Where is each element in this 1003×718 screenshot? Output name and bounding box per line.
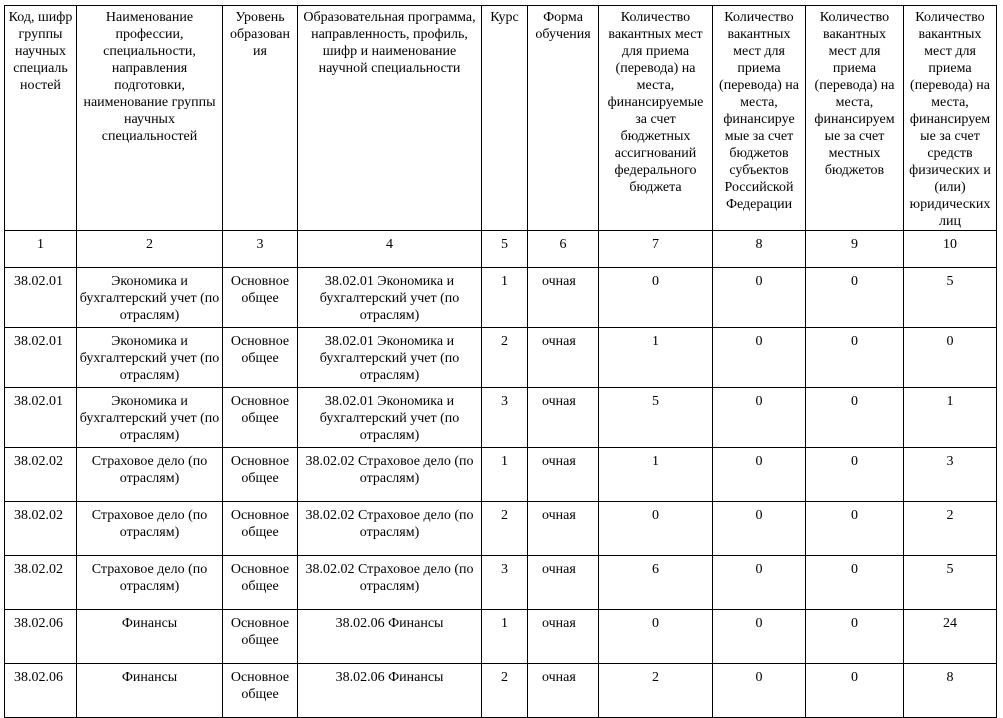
paid-cell: 1 — [904, 388, 997, 448]
program-cell: 38.02.06 Финансы — [298, 664, 482, 718]
study-form-cell: очная — [528, 610, 599, 664]
header-cell: Количество вакантных мест для приема (перевода) на места, финансируемые за счет бюджетных ассигнований федерального бюджета — [599, 6, 713, 231]
column-number: 4 — [298, 231, 482, 268]
column-number: 7 — [599, 231, 713, 268]
cropped-title-area — [0, 0, 1003, 5]
federal-budget-cell: 6 — [599, 556, 713, 610]
profession-cell: Экономика и бухгалтерский учет (по отраслям) — [77, 388, 223, 448]
federal-budget-cell: 0 — [599, 268, 713, 328]
table-row — [5, 610, 997, 664]
local-budget-cell: 0 — [806, 502, 904, 556]
study-form-cell: очная — [528, 328, 599, 388]
course-cell: 3 — [482, 556, 528, 610]
course-cell: 2 — [482, 502, 528, 556]
header-cell: Образовательная программа, направленность, профиль, шифр и наименование научной специальности — [298, 6, 482, 231]
regional-budget-cell: 0 — [713, 448, 806, 502]
regional-budget-cell: 0 — [713, 556, 806, 610]
code-cell: 38.02.02 — [5, 502, 77, 556]
study-form-cell: очная — [528, 268, 599, 328]
code-cell: 38.02.01 — [5, 268, 77, 328]
education-level-cell: Основное общее — [223, 448, 298, 502]
course-cell: 2 — [482, 664, 528, 718]
profession-cell: Финансы — [77, 610, 223, 664]
regional-budget-cell: 0 — [713, 268, 806, 328]
profession-cell: Страховое дело (по отраслям) — [77, 448, 223, 502]
program-cell: 38.02.01 Экономика и бухгалтерский учет (по отраслям) — [298, 388, 482, 448]
study-form-cell: очная — [528, 664, 599, 718]
table-row — [5, 268, 997, 328]
table-row — [5, 556, 997, 610]
program-cell: 38.02.01 Экономика и бухгалтерский учет (по отраслям) — [298, 268, 482, 328]
local-budget-cell: 0 — [806, 448, 904, 502]
vacancies-table — [4, 5, 997, 718]
column-number: 8 — [713, 231, 806, 268]
education-level-cell: Основное общее — [223, 664, 298, 718]
profession-cell: Страховое дело (по отраслям) — [77, 556, 223, 610]
table-row — [5, 328, 997, 388]
code-cell: 38.02.02 — [5, 556, 77, 610]
regional-budget-cell: 0 — [713, 610, 806, 664]
regional-budget-cell: 0 — [713, 502, 806, 556]
table-row — [5, 388, 997, 448]
course-cell: 2 — [482, 328, 528, 388]
education-level-cell: Основное общее — [223, 556, 298, 610]
header-cell: Уровень образован ия — [223, 6, 298, 231]
column-number: 3 — [223, 231, 298, 268]
paid-cell: 8 — [904, 664, 997, 718]
header-cell: Количество вакантных мест для приема (перевода) на места, финансируем ые за счет местных бюджетов — [806, 6, 904, 231]
header-cell: Количество вакантных мест для приема (перевода) на места, финансируе мые за счет бюджетов субъектов Российской Федерации — [713, 6, 806, 231]
course-cell: 1 — [482, 448, 528, 502]
education-level-cell: Основное общее — [223, 268, 298, 328]
profession-cell: Страховое дело (по отраслям) — [77, 502, 223, 556]
column-number: 2 — [77, 231, 223, 268]
local-budget-cell: 0 — [806, 388, 904, 448]
local-budget-cell: 0 — [806, 268, 904, 328]
header-row — [5, 6, 997, 231]
table-row — [5, 502, 997, 556]
profession-cell: Финансы — [77, 664, 223, 718]
course-cell: 1 — [482, 610, 528, 664]
program-cell: 38.02.06 Финансы — [298, 610, 482, 664]
study-form-cell: очная — [528, 556, 599, 610]
local-budget-cell: 0 — [806, 556, 904, 610]
education-level-cell: Основное общее — [223, 610, 298, 664]
header-cell: Количество вакантных мест для приема (перевода) на места, финансируем ые за счет средств физических и (или) юридических лиц — [904, 6, 997, 231]
education-level-cell: Основное общее — [223, 388, 298, 448]
program-cell: 38.02.02 Страховое дело (по отраслям) — [298, 502, 482, 556]
federal-budget-cell: 0 — [599, 610, 713, 664]
paid-cell: 5 — [904, 556, 997, 610]
study-form-cell: очная — [528, 388, 599, 448]
program-cell: 38.02.02 Страховое дело (по отраслям) — [298, 556, 482, 610]
education-level-cell: Основное общее — [223, 502, 298, 556]
regional-budget-cell: 0 — [713, 388, 806, 448]
course-cell: 1 — [482, 268, 528, 328]
regional-budget-cell: 0 — [713, 328, 806, 388]
program-cell: 38.02.02 Страховое дело (по отраслям) — [298, 448, 482, 502]
column-number-row — [5, 231, 997, 268]
federal-budget-cell: 2 — [599, 664, 713, 718]
header-cell: Курс — [482, 6, 528, 231]
study-form-cell: очная — [528, 448, 599, 502]
course-cell: 3 — [482, 388, 528, 448]
regional-budget-cell: 0 — [713, 664, 806, 718]
federal-budget-cell: 1 — [599, 448, 713, 502]
table-row — [5, 448, 997, 502]
column-number: 1 — [5, 231, 77, 268]
paid-cell: 2 — [904, 502, 997, 556]
paid-cell: 3 — [904, 448, 997, 502]
code-cell: 38.02.01 — [5, 328, 77, 388]
study-form-cell: очная — [528, 502, 599, 556]
code-cell: 38.02.01 — [5, 388, 77, 448]
profession-cell: Экономика и бухгалтерский учет (по отраслям) — [77, 268, 223, 328]
paid-cell: 5 — [904, 268, 997, 328]
column-number: 9 — [806, 231, 904, 268]
federal-budget-cell: 0 — [599, 502, 713, 556]
local-budget-cell: 0 — [806, 328, 904, 388]
code-cell: 38.02.06 — [5, 610, 77, 664]
local-budget-cell: 0 — [806, 664, 904, 718]
column-number: 10 — [904, 231, 997, 268]
header-cell: Форма обучения — [528, 6, 599, 231]
federal-budget-cell: 1 — [599, 328, 713, 388]
local-budget-cell: 0 — [806, 610, 904, 664]
code-cell: 38.02.06 — [5, 664, 77, 718]
table-row — [5, 664, 997, 718]
federal-budget-cell: 5 — [599, 388, 713, 448]
column-number: 6 — [528, 231, 599, 268]
column-number: 5 — [482, 231, 528, 268]
header-cell: Наименование профессии, специальности, направления подготовки, наименование группы научных специальностей — [77, 6, 223, 231]
header-cell: Код, шифр группы научных специаль ностей — [5, 6, 77, 231]
profession-cell: Экономика и бухгалтерский учет (по отраслям) — [77, 328, 223, 388]
code-cell: 38.02.02 — [5, 448, 77, 502]
education-level-cell: Основное общее — [223, 328, 298, 388]
paid-cell: 24 — [904, 610, 997, 664]
paid-cell: 0 — [904, 328, 997, 388]
program-cell: 38.02.01 Экономика и бухгалтерский учет (по отраслям) — [298, 328, 482, 388]
